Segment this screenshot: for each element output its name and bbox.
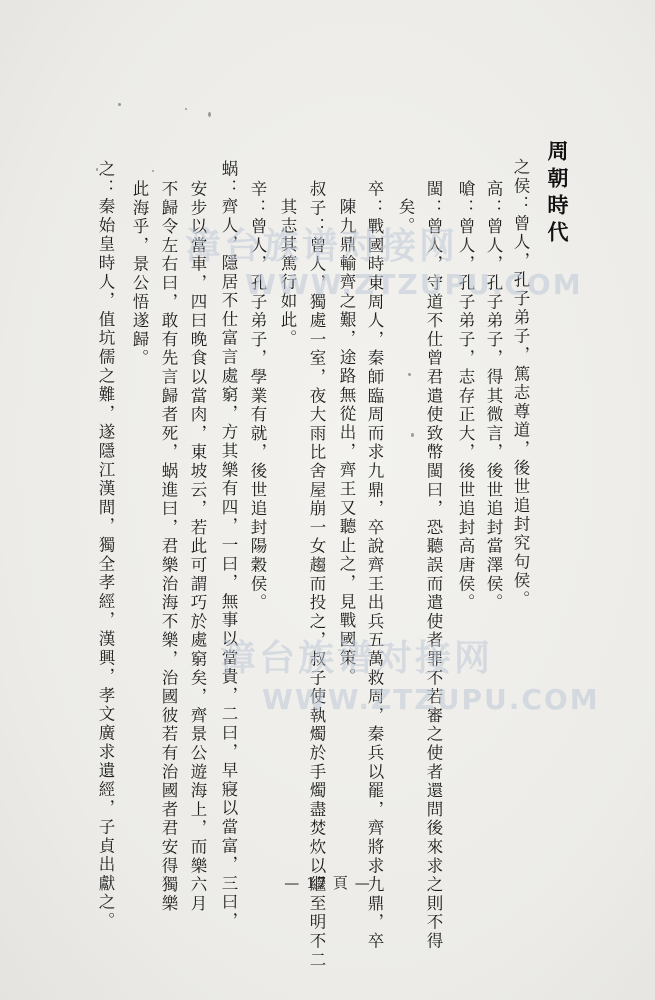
scan-speckle — [408, 373, 411, 376]
text-column: 嗆：曾人，孔子弟子，志存正大，後世追封高唐侯。 — [456, 180, 475, 613]
text-column: 之：秦始皇時人，值坑儒之難，遂隱江漢間，獨全孝經，漢興，孝文廣求遺經，子貞出獻之。 — [96, 160, 115, 931]
text-column: 高：曾人，孔子弟子，得其微言，後世追封當澤侯。 — [484, 180, 503, 613]
text-column: 不歸令左右曰，敢有先言歸者死，蜗進曰，君樂治海不樂，治國彼若有治國者君安得獨樂 — [159, 180, 178, 914]
text-column: 矣。 — [396, 198, 415, 236]
watermark-url: WWW.ZTZUPU.COM — [245, 268, 583, 301]
scan-speckle — [152, 170, 154, 172]
scan-speckle — [185, 108, 187, 110]
watermark-text: 漳台族谱对接网 — [185, 226, 459, 267]
text-column: 閩：曾人，守道不仕曾君遣使致幣閩曰，恐聽誤而遣使者罪不若審之使者還問後來求之則不得 — [424, 180, 443, 951]
text-column: 蜗：齊人，隱居不仕富言處窮，方其樂有四，一曰，無事以當貴，二曰，早寢以當富，三曰， — [219, 160, 238, 931]
text-column: 其志其篤行如此。 — [278, 198, 297, 349]
section-title: 周朝時代 — [545, 140, 570, 248]
scan-speckle — [118, 103, 121, 106]
watermark-url: WWW.ZTZUPU.COM — [262, 683, 600, 716]
text-column: 卒：戰國時東周人，秦師臨周而求九鼎，卒說齊王出兵五萬救周，秦兵以罷，齊將求九鼎，卒 — [365, 180, 384, 951]
watermark-text: 漳台族谱对接网 — [220, 638, 494, 679]
text-column: 之侯：曾人，孔子弟子，篤志尊道，後世追封究句侯。 — [511, 158, 530, 610]
text-column: 叔子：曾人，獨處一室，夜大雨比舍屋崩一女趨而投之，叔子使執燭於手燭盡焚炊以繼至明不二 — [307, 180, 326, 970]
text-column: 辛：曾人，孔子弟子，學業有就，後世追封陽穀侯。 — [248, 180, 267, 613]
text-column: 安步以當車，四曰晚食以當肉，東坡云，若此可謂巧於處窮矣，齊景公遊海上，而樂六月 — [188, 180, 207, 914]
scan-speckle — [411, 433, 414, 437]
text-column: 此海乎，景公悟遂歸。 — [130, 180, 149, 368]
text-column: 陳九鼎輸齊之艱，途路無從出，齊王又聽止之，見戰國策。 — [337, 198, 356, 687]
scan-speckle — [208, 112, 211, 117]
page-number: — 17 頁 — — [284, 874, 371, 892]
